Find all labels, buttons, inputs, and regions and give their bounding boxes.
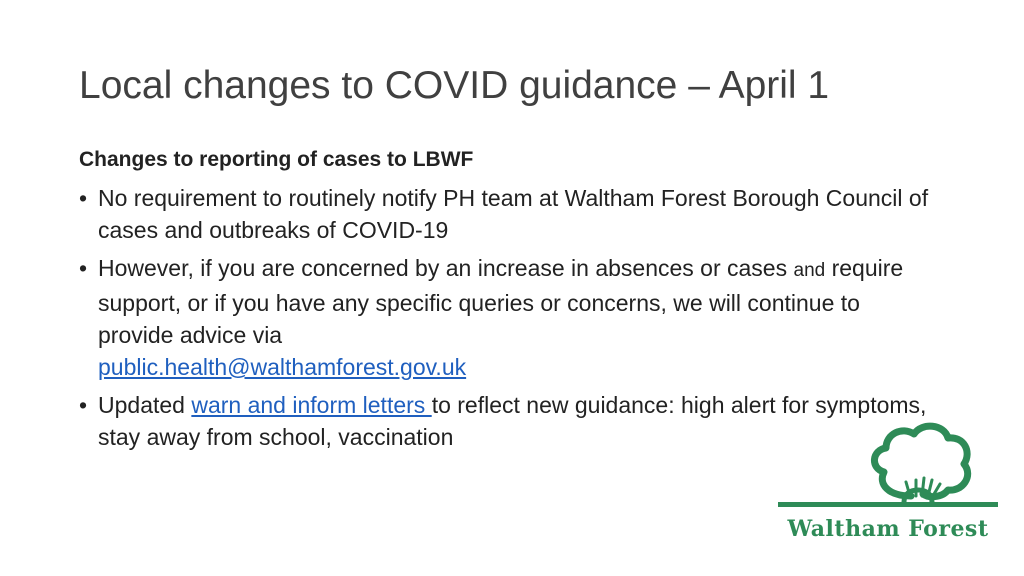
bullet-text: No requirement to routinely notify PH team at Waltham Forest Borough Council of cases and outbreaks of COVID-19: [98, 185, 929, 243]
slide-content: [79, 144, 939, 459]
bullet-item-support: [79, 252, 939, 383]
email-link[interactable]: public.health@walthamforest.gov.uk: [98, 354, 467, 380]
logo-text: Waltham Forest: [787, 516, 989, 542]
waltham-forest-logo: [778, 418, 998, 548]
bullet-text-part-1: However, if you are concerned by an increase in absences or cases: [98, 255, 788, 281]
bullet-text-part-2: require support, or if you have any specific queries or concerns, we will continue to provide advice via: [98, 255, 904, 348]
bullet-item-reporting: [79, 182, 939, 246]
bullet-text-before: Updated: [98, 392, 185, 418]
ground-line: [778, 502, 998, 507]
section-subheading: Changes to reporting of cases to LBWF: [79, 148, 474, 171]
tree-icon: [778, 418, 998, 518]
bullet-text-after: to reflect new guidance: high alert for symptoms, stay away from school, vaccination: [98, 392, 927, 450]
warn-inform-letters-link[interactable]: warn and inform letters: [191, 392, 432, 418]
slide-title: Local changes to COVID guidance – April 1: [79, 64, 830, 107]
bullet-text-small: and: [793, 260, 826, 281]
bullet-list: [79, 182, 939, 453]
